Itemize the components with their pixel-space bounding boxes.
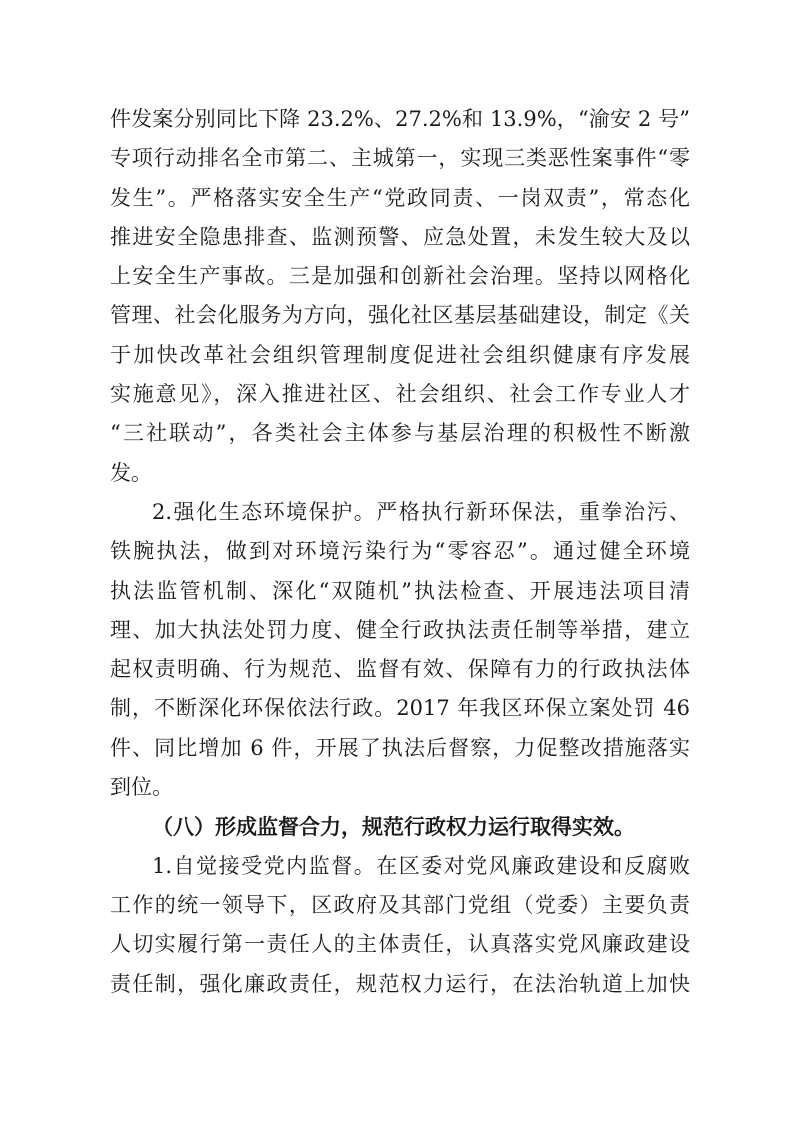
text-line: 2.强化生态环境保护。严格执行新环保法，重拳治污、 xyxy=(152,499,690,524)
text-line: 发。 xyxy=(110,460,152,485)
text-line: 制，不断深化环保依法行政。2017 年我区环保立案处罚 46 xyxy=(110,696,690,721)
text-line: 件发案分别同比下降 23.2%、27.2%和 13.9%，“渝安 2 号” xyxy=(110,107,690,131)
text-line: 发生”。严格落实安全生产“党政同责、一岗双责”，常态化 xyxy=(110,185,690,210)
text-line: 1.自觉接受党内监督。在区委对党风廉政建设和反腐败 xyxy=(152,853,690,878)
text-line: 推进安全隐患排查、监测预警、应急处置，未发生较大及以 xyxy=(110,224,690,249)
text-line: “三社联动”，各类社会主体参与基层治理的积极性不断激 xyxy=(110,421,690,446)
text-line: 理、加大执法处罚力度、健全行政执法责任制等举措，建立 xyxy=(110,617,690,642)
text-line: 责任制，强化廉政责任，规范权力运行，在法治轨道上加快 xyxy=(110,971,690,996)
text-line: 专项行动排名全市第二、主城第一，实现三类恶性案事件“零 xyxy=(110,146,690,171)
text-line: 上安全生产事故。三是加强和创新社会治理。坚持以网格化 xyxy=(110,264,690,289)
text-line: 管理、社会化服务为方向，强化社区基层基础建设，制定《关 xyxy=(110,303,690,328)
text-line: 实施意见》，深入推进社区、社会组织、社会工作专业人才 xyxy=(110,382,690,407)
text-line: 执法监管机制、深化“双随机”执法检查、开展违法项目清 xyxy=(110,578,690,603)
section-heading: （八）形成监督合力，规范行政权力运行取得实效。 xyxy=(152,814,635,840)
text-line: 人切实履行第一责任人的主体责任，认真落实党风廉政建设 xyxy=(110,932,690,957)
text-line: 件、同比增加 6 件，开展了执法后督察，力促整改措施落实 xyxy=(110,735,690,760)
text-line: 于加快改革社会组织管理制度促进社会组织健康有序发展 xyxy=(110,342,690,367)
text-line: 工作的统一领导下，区政府及其部门党组（党委）主要负责 xyxy=(110,892,690,917)
text-line: 起权责明确、行为规范、监督有效、保障有力的行政执法体 xyxy=(110,657,690,682)
text-line: 到位。 xyxy=(110,775,173,800)
text-line: 铁腕执法，做到对环境污染行为“零容忍”。通过健全环境 xyxy=(110,539,690,564)
document-body xyxy=(110,100,690,1004)
